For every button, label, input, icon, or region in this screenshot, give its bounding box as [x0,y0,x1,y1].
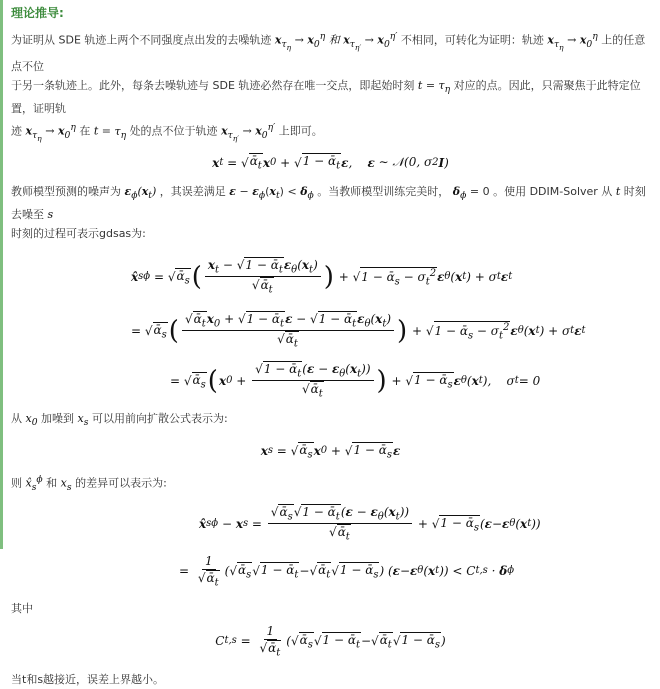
paragraph-teacher: 教师模型预测的噪声为 $\varepsilon_\phi(x_t)$ ，其误差满足 $\varepsilon - \varepsilon_\phi(x_t) < \delta_\phi$ 。当教师模型训练完美时， $\delta_\phi = 0$ 。使用 DDIM-Solver 从 t 时刻去噪至 s 时刻的过程可表示gdsas为: [11,184,646,240]
equation-ddim-line2: = √ ᾱ$_s$ ( $\frac{√ᾱ_tx_0 + √1 - ᾱ_t\varepsilon - √1 - ᾱ_t\varepsilon_\theta(x_t)}{√ᾱ_t}$ ) + √ 1 − ᾱ$_s$ − $\sigma_t^2$ ε θ ( x t ) + σ t ε t [131,311,586,350]
equation-forward: x t = √ ᾱ$_t$ x 0 + √ 1 − ᾱ$_t$ ε , ε ∼ 𝒩(0, σ 2 I ) [212,154,449,172]
paragraph-diff: 则 $x̂_s^\phi$ 和 $x_s$ 的差异可以表示为: [11,473,167,493]
equation-diff-line2: = $\frac{1}{√ᾱ_t}$ ( √ ᾱ$_s$ √ 1 − ᾱ$_t$ − √ ᾱ$_t$ √ 1 − ᾱ$_s$ ) ( ε − ε θ ( x t )) < C t,s · δ ϕ [179,553,515,588]
equation-ddim-line3: = √ ᾱ$_s$ ( x 0 + $\frac{√1 - ᾱ_t(\varepsilon - \varepsilon_\theta(x_t))}{√ᾱ_t}$ ) + √ 1 − ᾱ$_s$ ε θ ( x t ), σ t = 0 [170,361,541,400]
paragraph-conclusion: 当t和s越接近，误差上界越小。 [11,672,165,686]
equation-cts: C t,s = $\frac{1}{√ᾱ_t}$ ( √ ᾱ$_s$ √ 1 − ᾱ$_t$ − √ ᾱ$_t$ √ 1 − ᾱ$_s$ ) [215,623,446,658]
paragraph-intro: 为证明从 SDE 轨迹上两个不同强度点出发的去噪轨迹 $x_{\tau_\eta} \to x_0^\eta$ 和 $x_{\tau_{\eta'}} \to x_0^{\eta'}$ 不相同，可转化为证明：轨迹 $x_{\tau_\eta} \to x_0^\eta$ 上的任意点不位 于另一条轨迹上。此外，每条去噪轨迹与 SDE 轨迹必然存在唯一交点，即起始时刻 $t = \tau_\eta$ 对应的点。因此，只需聚焦于此特定位置，证明轨 迹 $x_{\tau_\eta} \to x_0^\eta$ 在 $t = \tau_\eta$ 处的点不位于轨迹 $x_{\tau_{\eta'}} \to x_0^{\eta'}$ 上即可。 [11,31,646,143]
section-heading: 理论推导: [11,6,64,20]
paragraph-noising: 从 $x_0$ 加噪到 $x_s$ 可以用前向扩散公式表示为: [11,411,228,428]
equation-diff-line1: x̂ s ϕ − x s = $\frac{√ᾱ_s√1 - ᾱ_t(\varepsilon - \varepsilon_\theta(x_t))}{√ᾱ_t}$ + √ 1 − ᾱ$_s$ ( ε − ε θ ( x t )) [199,504,541,543]
equation-ddim-line1: x̂ s ϕ = √ ᾱ$_s$ ( $\frac{x_t - √1 - ᾱ_t\varepsilon_\theta(x_t)}{√ᾱ_t}$ ) + √ 1 − ᾱ$_s$ − $\sigma_t^2$ ε θ ( x t ) + σ t ε t [131,257,513,296]
paragraph-where: 其中 [11,601,33,615]
equation-xs: x s = √ ᾱ$_s$ x 0 + √ 1 − ᾱ$_s$ ε [260,442,401,461]
